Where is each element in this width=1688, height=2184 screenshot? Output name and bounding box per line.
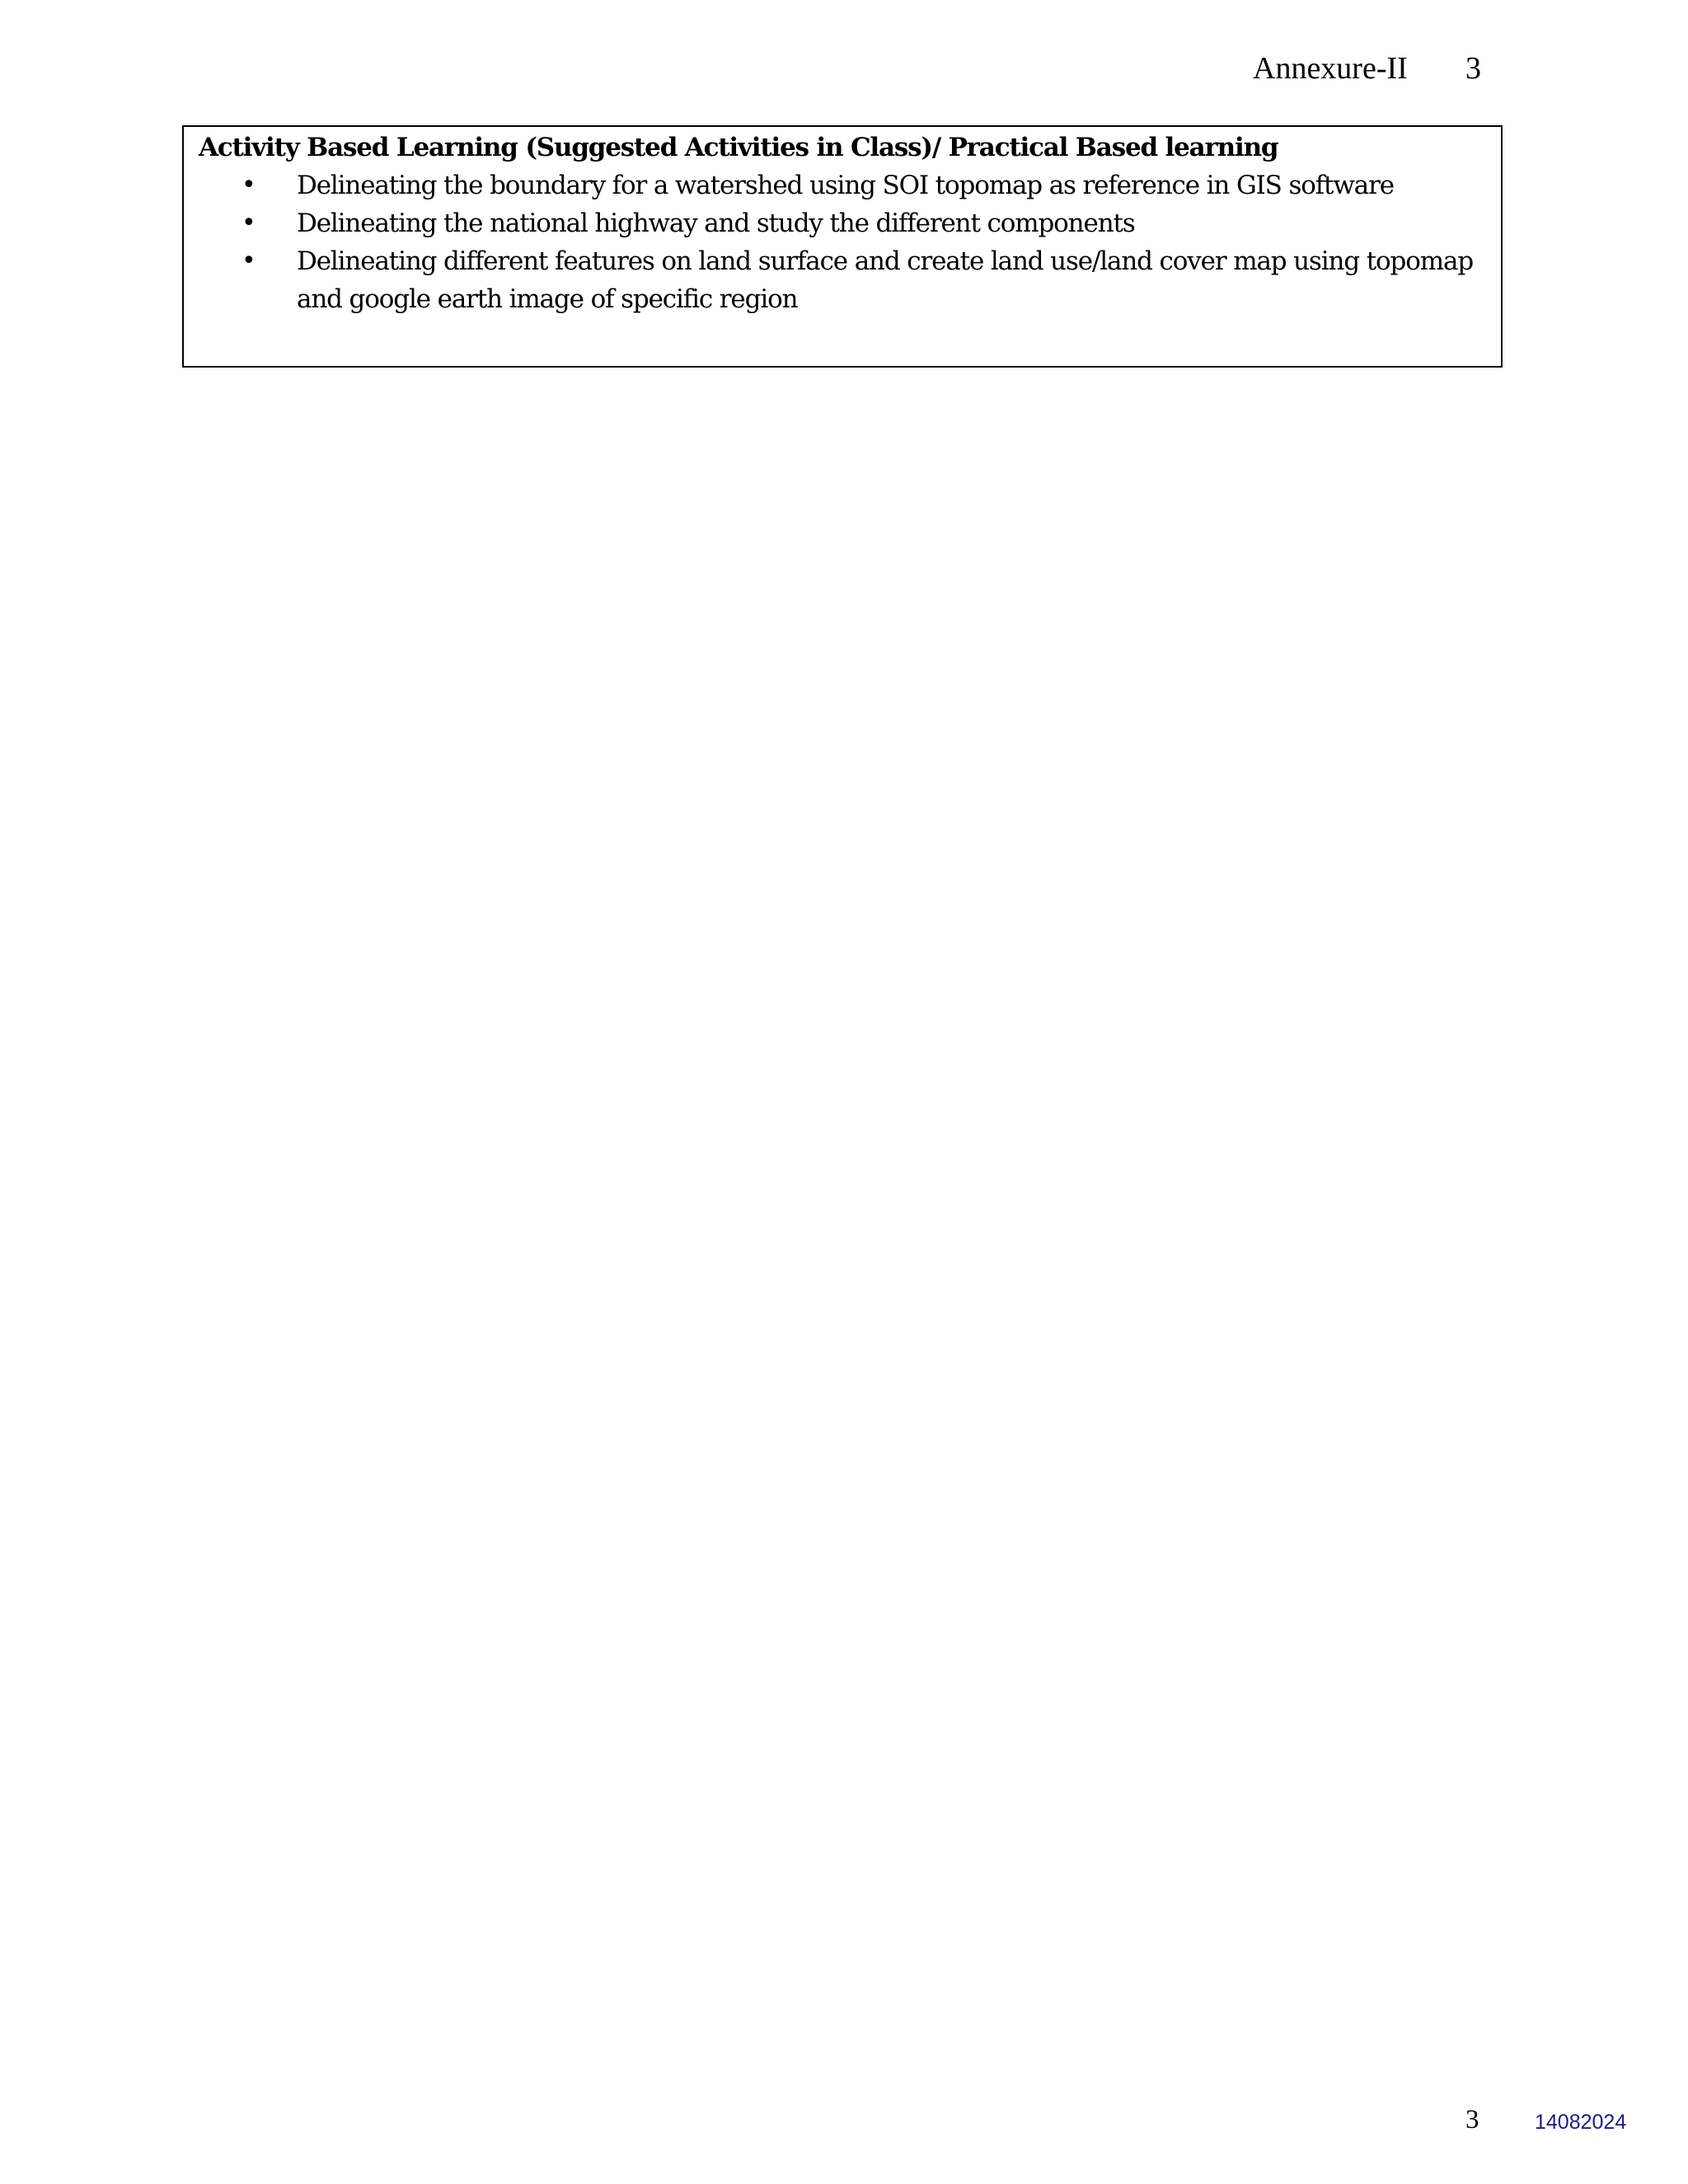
activity-box-title: Activity Based Learning (Suggested Activities in Class)/ Practical Based learning bbox=[199, 133, 1278, 162]
footer-page-number: 3 bbox=[1465, 2105, 1479, 2135]
activity-list bbox=[184, 166, 1501, 318]
bullet-icon: • bbox=[241, 246, 256, 275]
header-page-number: 3 bbox=[1465, 51, 1481, 86]
list-item bbox=[184, 204, 1501, 242]
list-item-text: Delineating different features on land surface and create land use/land cover map using topomap and google earth image of specific region bbox=[297, 246, 1474, 314]
bullet-icon: • bbox=[241, 209, 256, 237]
activity-box bbox=[182, 125, 1503, 368]
list-item bbox=[184, 166, 1501, 204]
bullet-icon: • bbox=[241, 171, 256, 199]
list-item bbox=[184, 242, 1501, 318]
page-header bbox=[1253, 48, 1500, 89]
list-item-text: Delineating the boundary for a watershed using SOI topomap as reference in GIS software bbox=[297, 171, 1394, 200]
annexure-label: Annexure-II bbox=[1253, 51, 1408, 86]
list-item-text: Delineating the national highway and study the different components bbox=[297, 209, 1135, 238]
footer-document-code: 14082024 bbox=[1535, 2111, 1627, 2134]
